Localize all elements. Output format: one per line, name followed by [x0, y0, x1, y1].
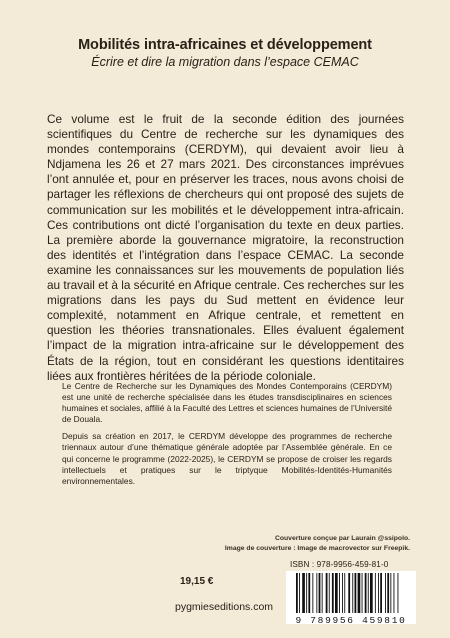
credit-design: Couverture conçue par Laurain @ssipolo.	[274, 535, 410, 542]
book-subtitle: Écrire et dire la migration dans l’espace CEMAC	[91, 55, 359, 69]
barcode-number: 9 789956 459810	[295, 615, 407, 626]
cover-credits	[110, 534, 410, 553]
book-title: Mobilités intra-africaines et développement	[78, 37, 372, 53]
book-summary: Ce volume est le fruit de la seconde édition des journées scientifiques du Centre de recherche sur les dynamiques des mondes contemporains (CERDYM), qui devaient avoir lieu à Ndjamena les 26 et 27 mars 2021. Des circonstances imprévues l’ont annulée et, pour en préserver les traces, nous avons choisi de partager les réflexions de chercheurs qui ont proposé des sujets de communication sur les mobilités et le développement intra-africain. Ces contributions ont dicté l’organisation du texte en deux parties. La première aborde la gouvernance migratoire, la reconstruction des identités et l’intégration dans l’espace CEMAC. La seconde examine les connaissances sur les mouvements de population liés au travail et à la sécurité en Afrique centrale. Ces recherches sur les migrations dans les pays du Sud mettent en évidence leur complexité, notamment en Afrique centrale, et remettent en question les théories transnationales. Elles évaluent également l’impact de la migration intra-africaine sur le développement des États de la région, tout en considérant les questions identitaires liées aux frontières héritées de la période coloniale.	[47, 112, 404, 383]
about-paragraph-1: Le Centre de Recherche sur les Dynamiques des Mondes Contemporains (CERDYM) est une unité de recherche spécialisée dans les études transdisciplinaires en sciences humaines et sociales, affilié à la Faculté des Lettres et sciences humaines de l’Université de Douala.	[62, 381, 392, 425]
barcode	[286, 571, 416, 624]
credit-image: Image de couverture : Image de macrovector sur Freepik.	[224, 544, 410, 552]
price-label: 19,15 €	[180, 576, 214, 587]
publisher-about	[62, 381, 392, 493]
about-paragraph-2: Depuis sa création en 2017, le CERDYM développe des programmes de recherche triennaux autour d’une thématique générale adoptée par l’Assemblée générale. En ce qui concerne le programme (2022-2025), le CERDYM se propose de croiser les regards intellectuels et pratiques sur le triptyque Mobilités-Identités-Humanités environnementales.	[62, 431, 392, 486]
isbn-label: ISBN : 978-9956-459-81-0	[290, 560, 389, 569]
barcode-bars-icon	[292, 573, 410, 615]
publisher-website: pygmieseditions.com	[175, 601, 274, 613]
